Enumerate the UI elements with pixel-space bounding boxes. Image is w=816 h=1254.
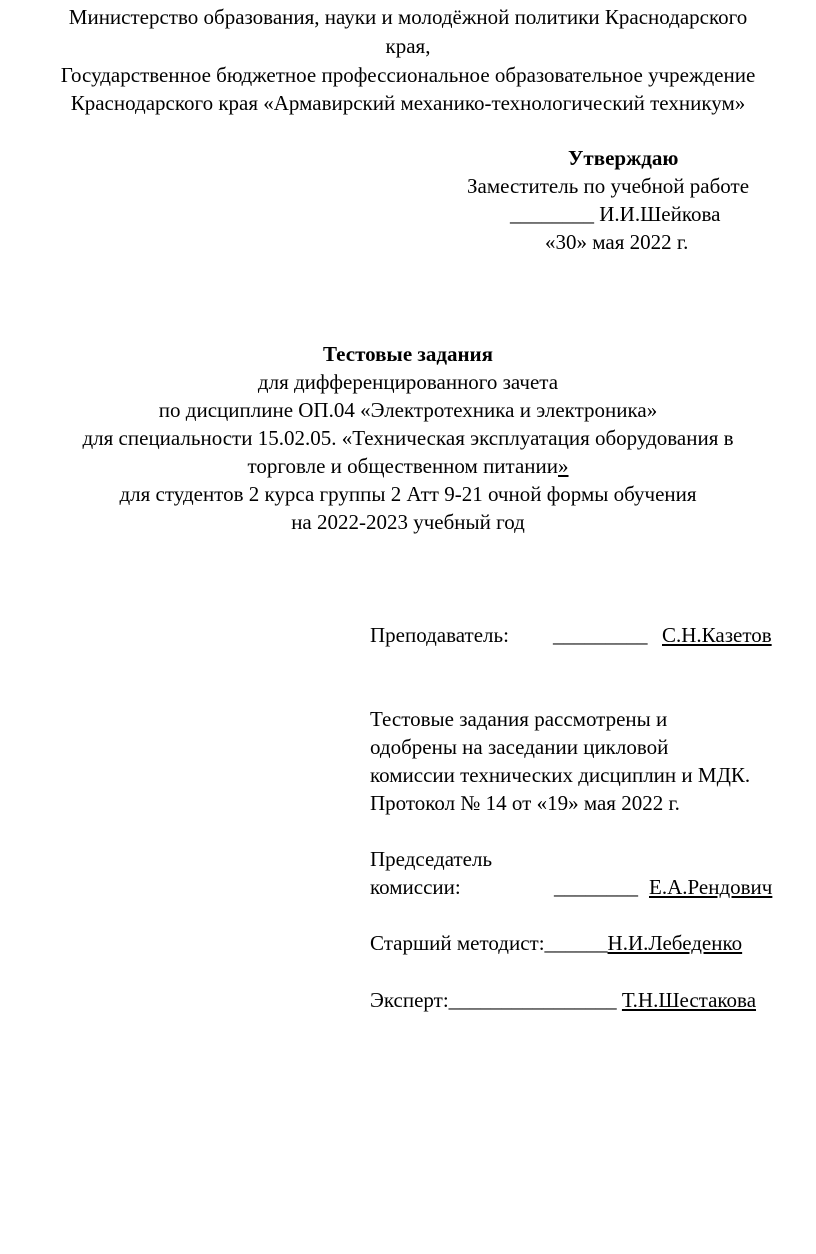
signature-blank: ________ (510, 202, 594, 226)
specialty-end: торговле и общественном питании (247, 454, 559, 478)
ministry-line: Министерство образования, науки и молодёжной политики Краснодарского (68, 5, 748, 29)
chairman-name: Е.А.Рендович (649, 875, 773, 899)
methodist-label: Старший методист: (370, 931, 545, 955)
document-subtitle-5: для студентов 2 курса группы 2 Атт 9-21 очной формы обучения (119, 482, 697, 506)
approval-name: И.И.Шейкова (599, 202, 721, 226)
expert-name: Т.Н.Шестакова (621, 988, 757, 1012)
methodist-blank: ______ (544, 931, 608, 955)
expert-label: Эксперт: (370, 988, 449, 1012)
chairman-label-2: комиссии: (370, 875, 461, 899)
review-line-2: одобрены на заседании цикловой (370, 735, 669, 759)
approval-position: Заместитель по учебной работе (467, 174, 750, 198)
document-subtitle-6: на 2022-2023 учебный год (291, 510, 525, 534)
approval-date: «30» мая 2022 г. (545, 230, 689, 254)
chairman-blank: ________ (554, 875, 638, 899)
approval-title: Утверждаю (568, 146, 679, 170)
document-subtitle-4 (0, 453, 816, 479)
document-subtitle-1: для дифференцированного зачета (257, 370, 559, 394)
institution-name: Краснодарского края «Армавирский механико-технологический техникум» (70, 91, 746, 115)
document-subtitle-3: для специальности 15.02.05. «Техническая эксплуатация оборудования в (82, 426, 734, 450)
review-line-1: Тестовые задания рассмотрены и (370, 707, 668, 731)
institution-line: Государственное бюджетное профессиональное образовательное учреждение (60, 63, 756, 87)
approval-signature (510, 201, 720, 227)
teacher-name: С.Н.Казетов (662, 623, 772, 647)
expert-blank: ________________ (448, 988, 617, 1012)
teacher-label: Преподаватель: (370, 623, 509, 647)
methodist-line (370, 930, 742, 956)
closing-quote: » (558, 454, 569, 478)
document-subtitle-2: по дисциплине ОП.04 «Электротехника и электроника» (158, 398, 658, 422)
document-title: Тестовые задания (322, 342, 494, 366)
methodist-name: Н.И.Лебеденко (607, 931, 743, 955)
protocol-line: Протокол № 14 от «19» мая 2022 г. (370, 791, 680, 815)
ministry-line-cont: края, (385, 34, 431, 58)
teacher-blank: _________ (553, 623, 648, 647)
review-line-3: комиссии технических дисциплин и МДК. (370, 763, 751, 787)
chairman-label-1: Председатель (370, 847, 493, 871)
expert-line (370, 987, 756, 1013)
